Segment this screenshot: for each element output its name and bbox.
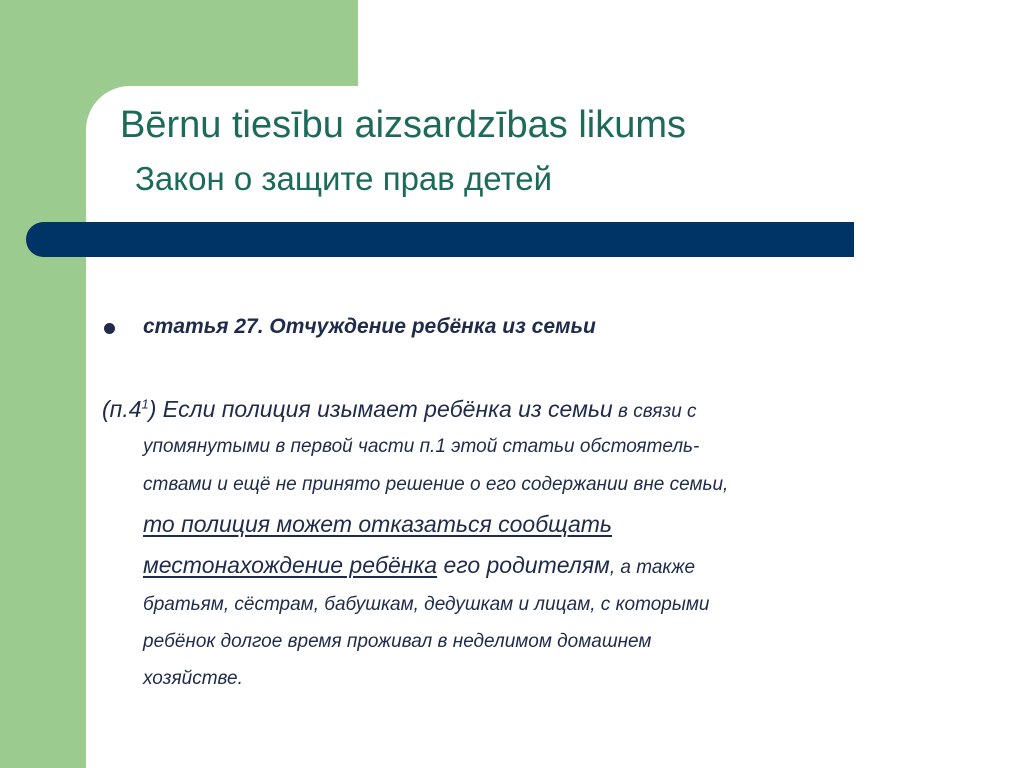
paragraph-line-7: ребёнок долгое время проживал в неделимом домашнем (143, 631, 652, 652)
underlined-text-1: то полиция может отказаться сообщать (143, 511, 613, 537)
slide-subtitle: Закон о защите прав детей (135, 160, 553, 197)
paragraph-line-6: братьям, сёстрам, бабушкам, дедушкам и лицам, с которыми (143, 594, 710, 615)
article-paragraph (102, 390, 942, 697)
paragraph-line-2: упомянутыми в первой части п.1 этой статьи обстоятель- (143, 436, 700, 457)
paragraph-line-5-mid: его родителям (437, 552, 610, 578)
slide-title: Bērnu tiesību aizsardzības likums (120, 104, 687, 146)
paragraph-line-1-main: ) Если полиция изымает ребёнка из семьи (148, 396, 613, 422)
paragraph-line-1-tail: в связи с (612, 401, 697, 422)
paragraph-line-1 (102, 390, 942, 428)
underlined-text-2: местонахождение ребёнка (143, 552, 438, 578)
paren-open: (п.4 (102, 396, 142, 422)
title-divider-band (26, 222, 854, 257)
bullet-heading: статья 27. Отчуждение ребёнка из семьи (143, 315, 596, 338)
paragraph-line-8: хозяйстве. (143, 668, 243, 689)
paragraph-line-4 (102, 504, 942, 545)
paragraph-line-5-tail: , а также (609, 557, 696, 578)
superscript: 1 (141, 396, 149, 412)
bullet-icon (104, 323, 115, 334)
paragraph-line-3: ствами и ещё не принято решение о его содержании вне семьи, (143, 474, 729, 495)
paragraph-line-5 (102, 545, 942, 586)
